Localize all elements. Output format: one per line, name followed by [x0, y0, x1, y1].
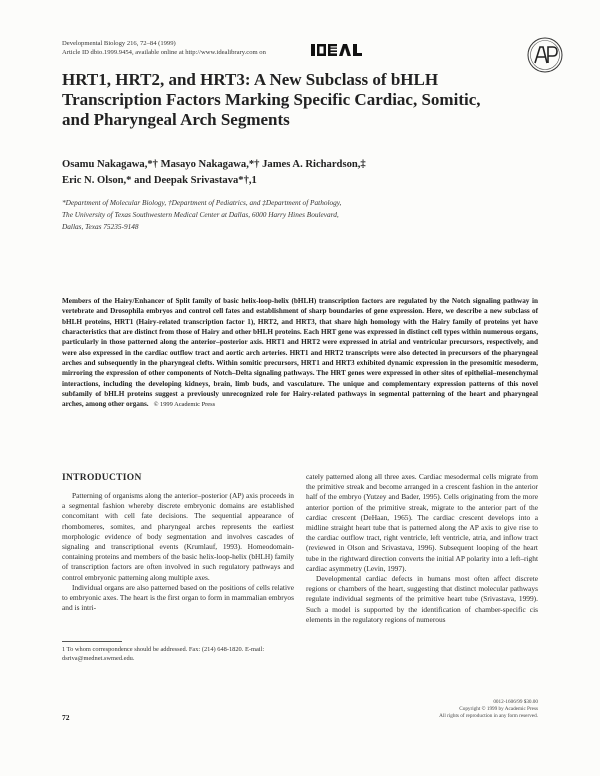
abstract-copyright: © 1999 Academic Press [153, 401, 216, 409]
abstract-text: Members of the Hairy/Enhancer of Split family of basic helix-loop-helix (bHLH) transcription factors are regulated by the Notch signaling pathway in vertebrate and Drosophila embryos and control cell fates and establishment of sharp boundaries of gene expression. Here, we describe a new subclass of bHLH proteins, HRT1 (Hairy-related transcription factor 1), HRT2, and HRT3, that share high homology with the Hairy family of proteins yet have characteristics that are distinct from those of Hairy and other bHLH proteins. Each HRT gene was expressed in distinct cell types within numerous organs, particularly in those patterned along the anterior–posterior axis. HRT1 and HRT2 were expressed in atrial and ventricular precursors, respectively, and were also expressed in the cardiac outflow tract and aortic arch arteries. HRT1 and HRT2 transcripts were also detected in precursors of the pharyngeal arches and subsequently in the pharyngeal clefts. Within somitic precursors, HRT1 and HRT3 exhibited dynamic expression in the presomitic mesoderm, mirroring the expression of other components of Notch–Delta signaling pathways. The HRT genes were expressed in other sites of epithelial–mesenchymal interactions, including the developing kidneys, brain, limb buds, and vasculature. The unique and complementary expression patterns of this novel subfamily of bHLH proteins suggest a previously unrecognized role for Hairy-related pathways in segmental patterning of the heart and pharyngeal arches, among other organs. [62, 297, 538, 409]
issn-price: 0012-1606/99 $30.00 [493, 699, 538, 705]
page-number: 72 [62, 713, 70, 722]
article-id-line: Article ID dbio.1999.9454, available online at http://www.idealibrary.com on [62, 49, 266, 56]
copyright-line: Copyright © 1999 by Academic Press [459, 705, 538, 712]
section-heading-introduction: INTRODUCTION [62, 473, 142, 483]
affiliations [62, 197, 502, 233]
footnote-divider [62, 641, 122, 642]
intro-paragraph-1: Patterning of organisms along the anterior–posterior (AP) axis proceeds in a segmental fashion whereby discrete embryonic domains are established concomitant with cell fate decisions. The sequential appearance of rhombomeres, somites, and pharyngeal arches represents the earliest morphologic evidence of body segmentation and involves cascades of signaling and transcriptional events (Krumlauf, 1993). Homeodomain-containing proteins and members of the basic helix-loop-helix (bHLH) family of transcription factors are often involved in such regulatory pathways and control embryonic patterning along multiple axes. [62, 491, 294, 582]
intro-paragraph-3: Developmental cardiac defects in humans most often affect discrete regions or chambers of the heart, suggesting that distinct molecular pathways regulate individual segments of the primitive heart tube (Srivastava, 1999). Such a model is supported by the identification of chamber-specific cis elements in the regulatory regions of numerous [306, 574, 538, 624]
correspondence-footnote [62, 641, 294, 664]
rights-line: All rights of reproduction in any form reserved. [439, 712, 538, 719]
author-list [62, 157, 502, 188]
publisher-info [392, 699, 538, 720]
academic-press-logo [524, 36, 566, 74]
abstract [62, 296, 538, 411]
journal-citation: Developmental Biology 216, 72–84 (1999) [62, 40, 176, 47]
intro-paragraph-2-continued: cately patterned along all three axes. Cardiac mesodermal cells migrate from the primitive streak and become arranged in a crescent fashion in the anterior half of the embryo (Yutzey and Bader, 1995). Cells originating from the more anterior portion of the primitive streak, migrate to the anterior part of the cardiac crescent (DeHaan, 1965). The cardiac crescent develops into a midline straight heart tube that is patterned along the AP axis to give rise to the cardiac outflow tract, right ventricle, left ventricle, atria, and inflow tract (reviewed in Olson and Srivastava, 1996). Subsequent looping of the heart tube in the rightward direction converts the initial AP polarity into a left–right cardiac asymmetry (Levin, 1997). [306, 472, 538, 573]
footnote-text: 1 To whom correspondence should be addressed. Fax: (214) 648-1820. E-mail: dsriva@mednet.swmed.edu. [62, 646, 265, 662]
intro-paragraph-2: Individual organs are also patterned based on the positions of cells relative to embryonic axes. The heart is the first organ to form in mammalian embryos and is intri- [62, 582, 294, 613]
affiliation-line-1: *Department of Molecular Biology, †Department of Pediatrics, and ‡Department of Pathology, [62, 198, 342, 207]
article-title: HRT1, HRT2, and HRT3: A New Subclass of bHLH Transcription Factors Marking Specific Cardiac, Somitic, and Pharyngeal Arch Segments [62, 70, 481, 129]
affiliation-line-3: Dallas, Texas 75235-9148 [62, 222, 139, 231]
author-line-2: Eric N. Olson,* and Deepak Srivastava*†,1 [62, 174, 257, 186]
affiliation-line-2: The University of Texas Southwestern Medical Center at Dallas, 6000 Harry Hines Boulevard, [62, 210, 339, 219]
ideal-library-logo[interactable] [311, 43, 363, 57]
body-column-right [306, 472, 538, 625]
author-line-1: Osamu Nakagawa,*† Masayo Nakagawa,*† James A. Richardson,‡ [62, 159, 366, 170]
body-column-left [62, 472, 294, 613]
